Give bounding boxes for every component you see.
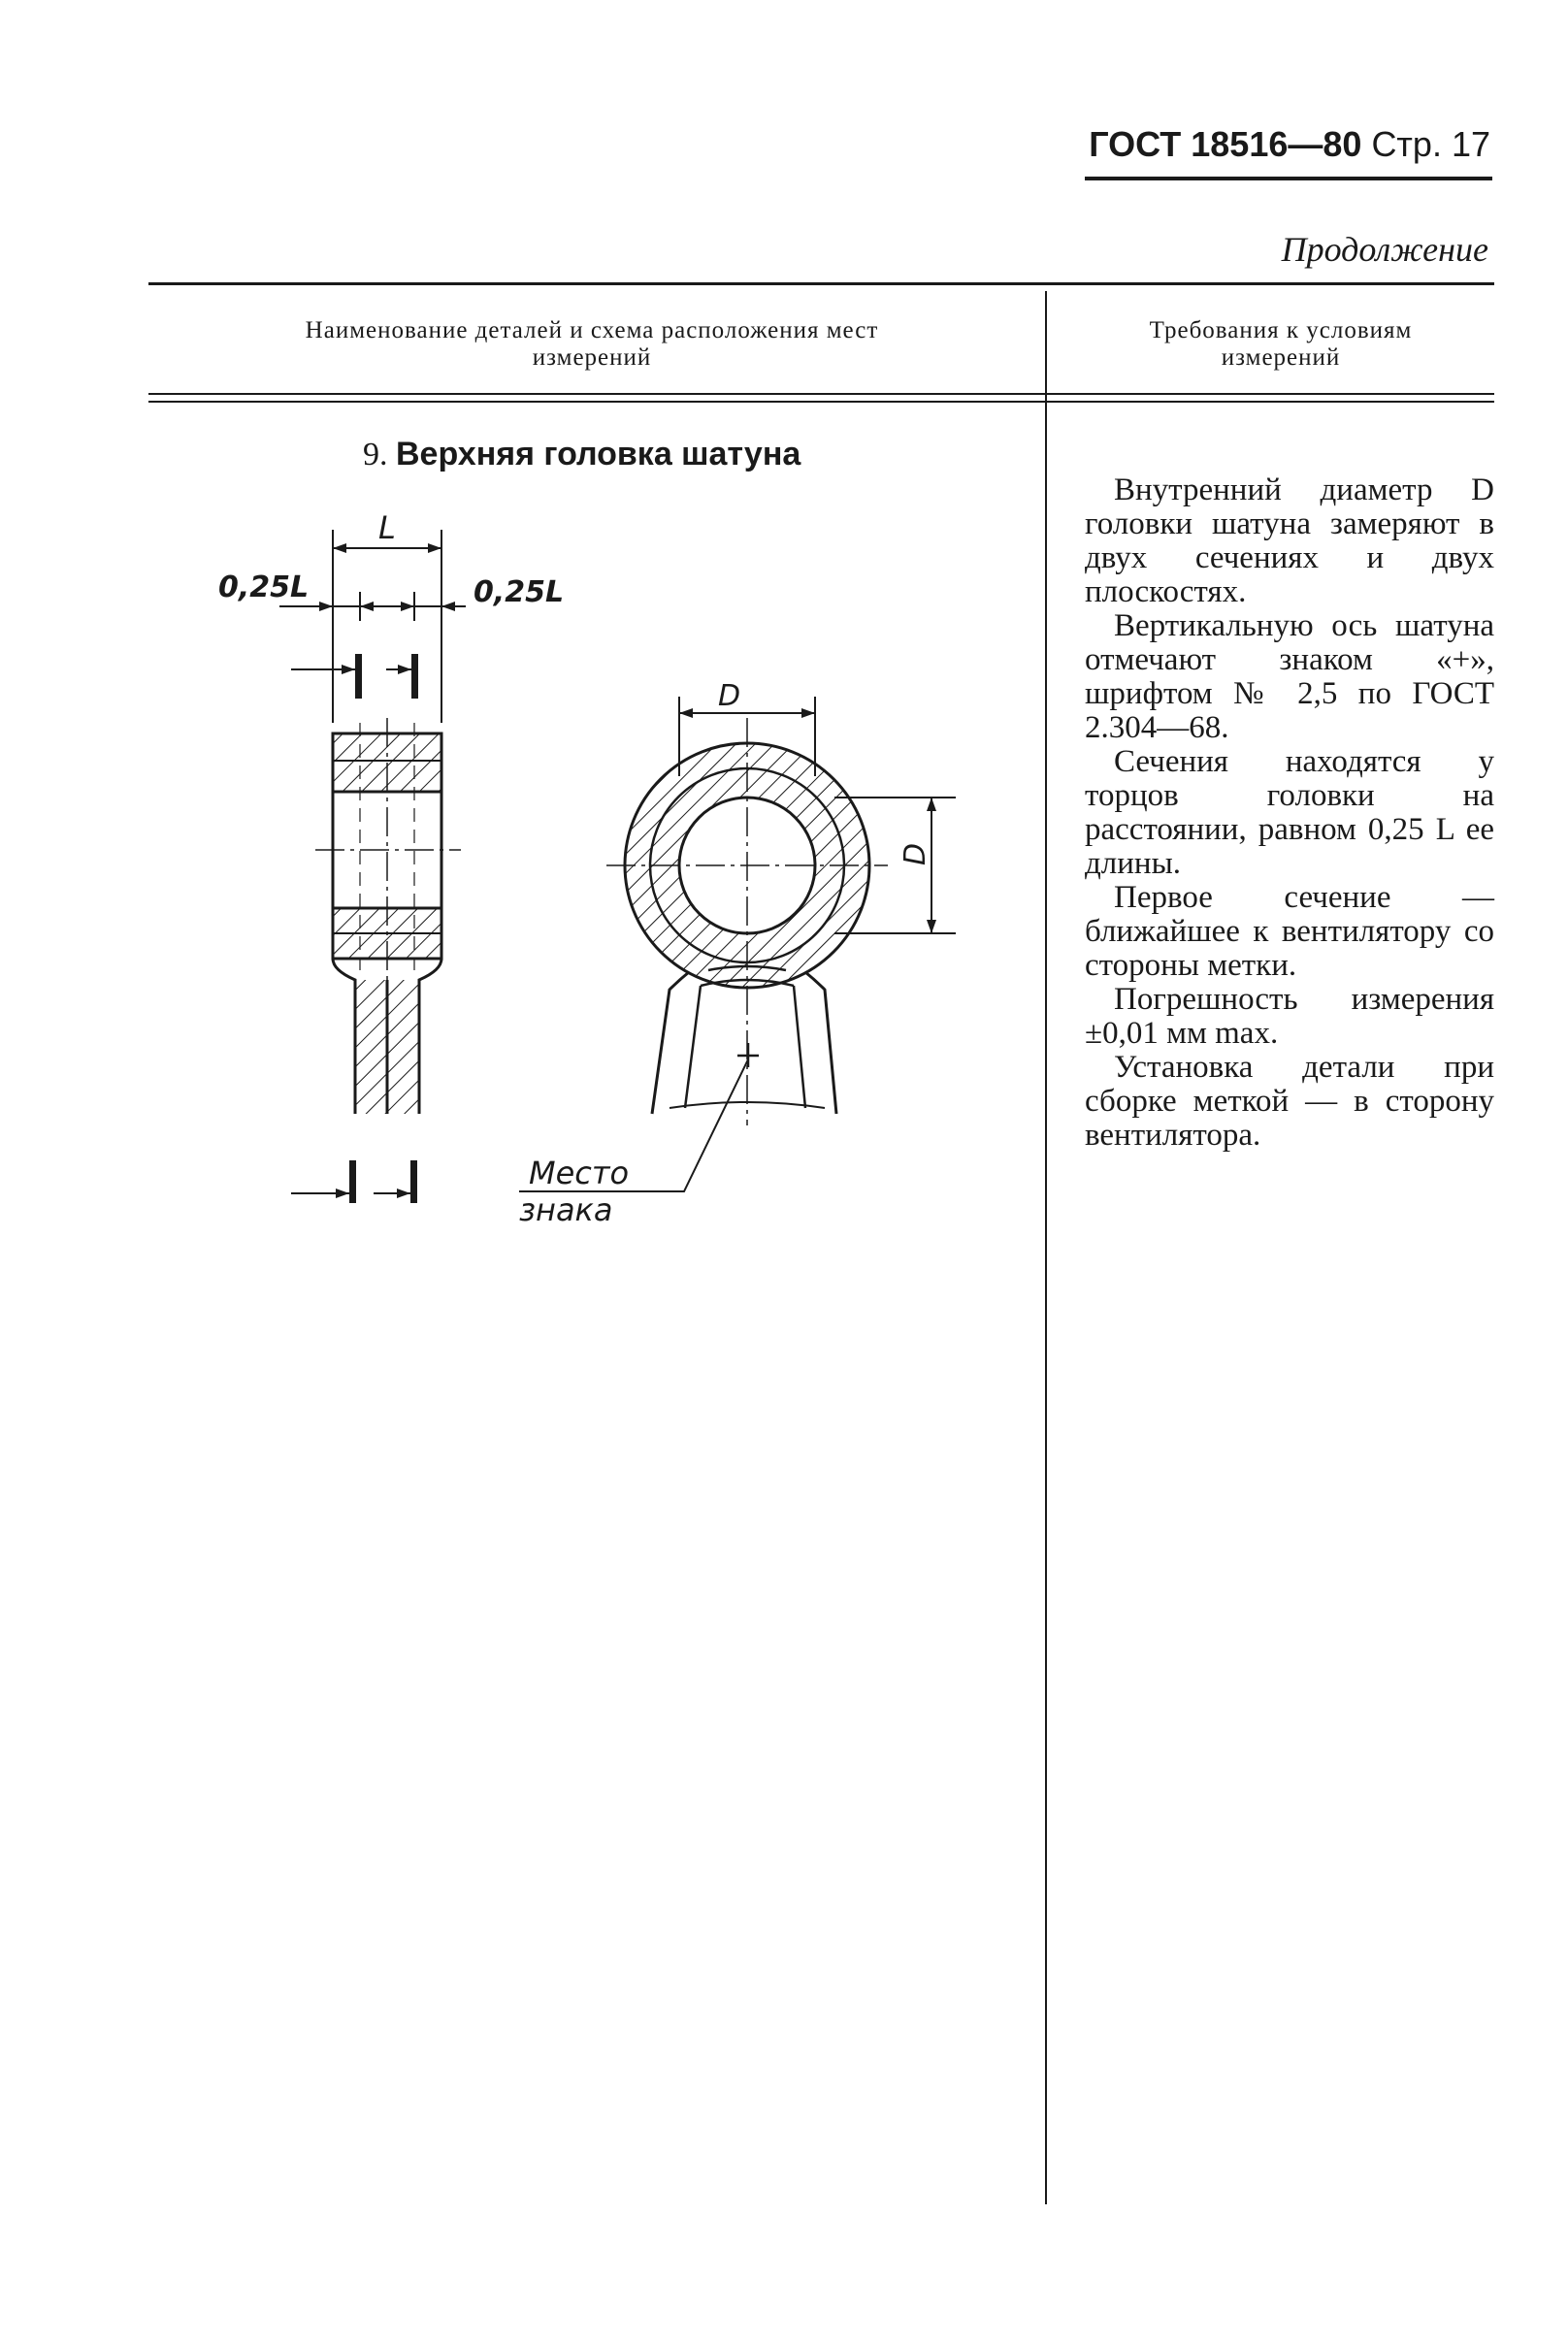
- requirement-paragraph: Сечения находятся у торцов головки на расстоянии, равном 0,25 L ее длины.: [1085, 744, 1494, 881]
- page-number: Стр. 17: [1371, 124, 1490, 164]
- gost-number: ГОСТ 18516—80: [1089, 124, 1362, 164]
- label-right-offset: 0,25L: [474, 575, 565, 609]
- label-length: L: [378, 509, 396, 546]
- label-mark-place-line2: знака: [519, 1191, 613, 1228]
- requirement-paragraph: Погрешность измерения ±0,01 мм max.: [1085, 982, 1494, 1051]
- column-header-requirements-line2: измерений: [1221, 343, 1341, 371]
- column-header-parts-line1: Наименование деталей и схема расположения мест: [305, 317, 879, 343]
- item-name: Верхняя головка шатуна: [396, 436, 801, 472]
- requirement-paragraph: Вертикальную ось шатуна отмечают знаком «+», шрифтом № 2,5 по ГОСТ 2.304—68.: [1085, 608, 1494, 745]
- continuation-label: Продолжение: [1281, 230, 1488, 269]
- column-header-requirements-line1: Требования к условиям: [1149, 317, 1413, 343]
- label-mark-place-line1: Место: [529, 1155, 630, 1191]
- item-number: 9.: [363, 437, 388, 472]
- side-view: [279, 530, 466, 1203]
- label-left-offset: 0,25L: [218, 570, 310, 604]
- requirement-paragraph: Установка детали при сборке меткой — в сторону вентилятора.: [1085, 1050, 1494, 1153]
- requirement-paragraph: Первое сечение — ближайшее к вентилятору со стороны метки.: [1085, 880, 1494, 983]
- label-diameter-side: D: [898, 842, 932, 865]
- column-header-parts-line2: измерений: [532, 343, 652, 371]
- label-diameter-top: D: [718, 679, 741, 713]
- requirement-paragraph: Внутренний диаметр D головки шатуна замеряют в двух сечениях и двух плоскостях.: [1085, 472, 1494, 609]
- front-view: [519, 697, 956, 1191]
